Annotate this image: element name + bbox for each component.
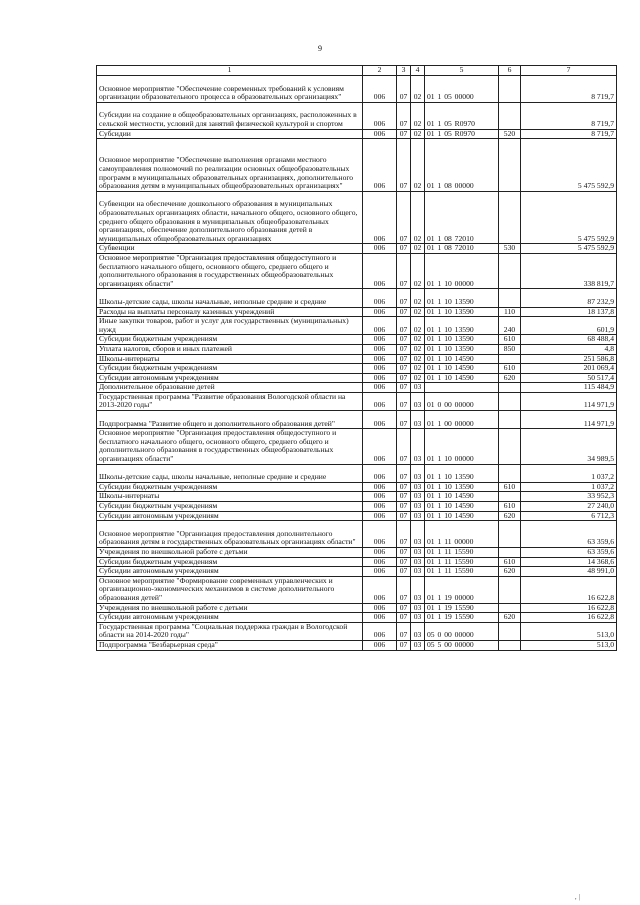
row-code-cell: 006 bbox=[363, 373, 397, 383]
row-subsection-cell: 03 bbox=[411, 521, 425, 548]
row-target-cell: 01 1 05 R0970 bbox=[425, 129, 499, 139]
row-code-cell: 006 bbox=[363, 613, 397, 623]
row-target-cell: 01 1 10 14590 bbox=[425, 511, 499, 521]
row-sum-cell: 115 484,9 bbox=[521, 383, 617, 393]
row-code-cell: 006 bbox=[363, 411, 397, 429]
table-body bbox=[97, 76, 617, 651]
row-sum-cell: 48 991,0 bbox=[521, 567, 617, 577]
row-section-cell: 07 bbox=[397, 429, 411, 464]
row-code-cell: 006 bbox=[363, 640, 397, 650]
row-name-cell: Основное мероприятие "Организация предоставления общедоступного и бесплатного начального общего, основного общего, среднего общего и дополнительного образования в государственных общеобразовательных организациях области" bbox=[97, 253, 363, 288]
row-section-cell: 07 bbox=[397, 344, 411, 354]
scan-mark: ‚ | bbox=[574, 893, 580, 901]
row-subsection-cell: 03 bbox=[411, 482, 425, 492]
row-subsection-cell: 02 bbox=[411, 76, 425, 103]
row-type-cell bbox=[499, 191, 521, 244]
row-section-cell: 07 bbox=[397, 139, 411, 192]
row-section-cell: 07 bbox=[397, 464, 411, 482]
row-sum-cell: 4,8 bbox=[521, 344, 617, 354]
row-subsection-cell: 02 bbox=[411, 364, 425, 374]
row-target-cell: 01 1 11 00000 bbox=[425, 521, 499, 548]
row-name-cell: Основное мероприятие "Организация предоставления дополнительного образования детям в государственных образовательных организациях области" bbox=[97, 521, 363, 548]
row-code-cell: 006 bbox=[363, 129, 397, 139]
row-type-cell bbox=[499, 392, 521, 410]
row-sum-cell: 8 719,7 bbox=[521, 102, 617, 129]
row-target-cell: 01 1 19 15590 bbox=[425, 613, 499, 623]
row-section-cell: 07 bbox=[397, 622, 411, 640]
row-target-cell: 01 1 11 15590 bbox=[425, 548, 499, 558]
row-type-cell: 610 bbox=[499, 502, 521, 512]
row-target-cell: 01 1 10 00000 bbox=[425, 253, 499, 288]
table-row bbox=[97, 76, 617, 103]
row-section-cell: 07 bbox=[397, 492, 411, 502]
row-type-cell: 620 bbox=[499, 613, 521, 623]
table-row bbox=[97, 191, 617, 244]
table-row bbox=[97, 464, 617, 482]
row-code-cell: 006 bbox=[363, 383, 397, 393]
row-target-cell: 01 1 10 14590 bbox=[425, 492, 499, 502]
row-section-cell: 07 bbox=[397, 521, 411, 548]
row-subsection-cell: 03 bbox=[411, 548, 425, 558]
table-row bbox=[97, 613, 617, 623]
row-name-cell: Субсидии автономным учреждениям bbox=[97, 567, 363, 577]
table-row bbox=[97, 411, 617, 429]
table-row bbox=[97, 102, 617, 129]
row-name-cell: Дополнительное образование детей bbox=[97, 383, 363, 393]
header-row bbox=[97, 66, 617, 76]
row-code-cell: 006 bbox=[363, 344, 397, 354]
row-name-cell: Субсидии автономным учреждениям bbox=[97, 511, 363, 521]
row-name-cell: Субсидии бюджетным учреждениям bbox=[97, 364, 363, 374]
row-type-cell bbox=[499, 139, 521, 192]
row-subsection-cell: 03 bbox=[411, 502, 425, 512]
table-row bbox=[97, 482, 617, 492]
row-type-cell: 620 bbox=[499, 567, 521, 577]
row-section-cell: 07 bbox=[397, 364, 411, 374]
row-sum-cell: 14 368,6 bbox=[521, 557, 617, 567]
row-subsection-cell: 02 bbox=[411, 335, 425, 345]
row-sum-cell: 1 037,2 bbox=[521, 482, 617, 492]
row-target-cell: 01 1 10 13590 bbox=[425, 464, 499, 482]
table-row bbox=[97, 511, 617, 521]
row-sum-cell: 5 475 592,9 bbox=[521, 191, 617, 244]
row-subsection-cell: 02 bbox=[411, 307, 425, 317]
row-code-cell: 006 bbox=[363, 317, 397, 335]
row-type-cell bbox=[499, 640, 521, 650]
row-sum-cell: 201 069,4 bbox=[521, 364, 617, 374]
row-name-cell: Уплата налогов, сборов и иных платежей bbox=[97, 344, 363, 354]
table-row bbox=[97, 344, 617, 354]
row-section-cell: 07 bbox=[397, 373, 411, 383]
row-sum-cell: 8 719,7 bbox=[521, 129, 617, 139]
row-name-cell: Основное мероприятие "Обеспечение современных требований к условиям организации образовательного процесса в образовательных организациях" bbox=[97, 76, 363, 103]
row-sum-cell: 251 586,8 bbox=[521, 354, 617, 364]
row-code-cell: 006 bbox=[363, 191, 397, 244]
row-target-cell: 01 1 05 R0970 bbox=[425, 102, 499, 129]
row-target-cell: 05 0 00 00000 bbox=[425, 622, 499, 640]
row-code-cell: 006 bbox=[363, 557, 397, 567]
row-type-cell: 610 bbox=[499, 482, 521, 492]
row-sum-cell: 68 488,4 bbox=[521, 335, 617, 345]
header-cell-code: 2 bbox=[363, 66, 397, 76]
row-code-cell: 006 bbox=[363, 576, 397, 603]
row-section-cell: 07 bbox=[397, 253, 411, 288]
row-type-cell: 530 bbox=[499, 244, 521, 254]
row-code-cell: 006 bbox=[363, 76, 397, 103]
row-target-cell: 01 1 11 15590 bbox=[425, 567, 499, 577]
header-cell-section: 3 bbox=[397, 66, 411, 76]
table-row bbox=[97, 317, 617, 335]
row-target-cell: 01 1 10 14590 bbox=[425, 354, 499, 364]
row-name-cell: Государственная программа "Развитие образования Вологодской области на 2013-2020 годы" bbox=[97, 392, 363, 410]
row-name-cell: Субсидии бюджетным учреждениям bbox=[97, 502, 363, 512]
row-type-cell: 240 bbox=[499, 317, 521, 335]
row-subsection-cell: 03 bbox=[411, 464, 425, 482]
row-subsection-cell: 03 bbox=[411, 567, 425, 577]
row-target-cell: 01 1 08 72010 bbox=[425, 244, 499, 254]
row-subsection-cell: 03 bbox=[411, 429, 425, 464]
row-target-cell: 01 1 10 13590 bbox=[425, 307, 499, 317]
row-code-cell: 006 bbox=[363, 603, 397, 613]
table-row bbox=[97, 253, 617, 288]
row-subsection-cell: 03 bbox=[411, 411, 425, 429]
row-code-cell: 006 bbox=[363, 102, 397, 129]
row-type-cell bbox=[499, 253, 521, 288]
row-name-cell: Учреждения по внешкольной работе с детьми bbox=[97, 603, 363, 613]
row-section-cell: 07 bbox=[397, 354, 411, 364]
row-subsection-cell: 02 bbox=[411, 191, 425, 244]
row-type-cell bbox=[499, 383, 521, 393]
row-type-cell: 110 bbox=[499, 307, 521, 317]
table-row bbox=[97, 429, 617, 464]
table-row bbox=[97, 392, 617, 410]
row-code-cell: 006 bbox=[363, 139, 397, 192]
page-number: 9 bbox=[318, 44, 322, 53]
row-name-cell: Основное мероприятие "Организация предоставления общедоступного и бесплатного начального общего, основного общего, среднего общего и дополнительного образования в государственных общеобразовательных организациях области" bbox=[97, 429, 363, 464]
row-sum-cell: 5 475 592,9 bbox=[521, 139, 617, 192]
row-code-cell: 006 bbox=[363, 622, 397, 640]
row-target-cell: 01 1 10 00000 bbox=[425, 429, 499, 464]
table-row bbox=[97, 521, 617, 548]
row-target-cell: 01 0 00 00000 bbox=[425, 392, 499, 410]
row-type-cell: 610 bbox=[499, 364, 521, 374]
header-cell-name: 1 bbox=[97, 66, 363, 76]
row-section-cell: 07 bbox=[397, 567, 411, 577]
row-target-cell: 01 1 10 14590 bbox=[425, 364, 499, 374]
row-subsection-cell: 02 bbox=[411, 354, 425, 364]
table-row bbox=[97, 335, 617, 345]
row-sum-cell: 16 622,8 bbox=[521, 603, 617, 613]
row-section-cell: 07 bbox=[397, 511, 411, 521]
row-name-cell: Основное мероприятие "Формирование современных управленческих и организационно-экономических механизмов в системе дополнительного образования детей" bbox=[97, 576, 363, 603]
row-sum-cell: 34 989,5 bbox=[521, 429, 617, 464]
row-code-cell: 006 bbox=[363, 502, 397, 512]
header-cell-subsection: 4 bbox=[411, 66, 425, 76]
row-name-cell: Субсидии на создание в общеобразовательных организациях, расположенных в сельской местности, условий для занятий физической культурой и спортом bbox=[97, 102, 363, 129]
row-sum-cell: 513,0 bbox=[521, 640, 617, 650]
row-sum-cell: 8 719,7 bbox=[521, 76, 617, 103]
table-row bbox=[97, 640, 617, 650]
row-section-cell: 07 bbox=[397, 307, 411, 317]
row-sum-cell: 1 037,2 bbox=[521, 464, 617, 482]
row-type-cell: 520 bbox=[499, 129, 521, 139]
row-sum-cell: 87 232,9 bbox=[521, 289, 617, 307]
table-row bbox=[97, 139, 617, 192]
row-type-cell: 850 bbox=[499, 344, 521, 354]
row-subsection-cell: 02 bbox=[411, 244, 425, 254]
header-cell-type: 6 bbox=[499, 66, 521, 76]
table-row bbox=[97, 364, 617, 374]
row-type-cell: 620 bbox=[499, 373, 521, 383]
row-name-cell: Подпрограмма "Развитие общего и дополнительного образования детей" bbox=[97, 411, 363, 429]
row-name-cell: Подпрограмма "Безбарьерная среда" bbox=[97, 640, 363, 650]
table-row bbox=[97, 502, 617, 512]
row-code-cell: 006 bbox=[363, 307, 397, 317]
row-name-cell: Расходы на выплаты персоналу казенных учреждений bbox=[97, 307, 363, 317]
row-sum-cell: 513,0 bbox=[521, 622, 617, 640]
row-section-cell: 07 bbox=[397, 613, 411, 623]
row-sum-cell: 114 971,9 bbox=[521, 411, 617, 429]
row-subsection-cell: 02 bbox=[411, 317, 425, 335]
table-row bbox=[97, 129, 617, 139]
row-target-cell: 01 1 00 00000 bbox=[425, 411, 499, 429]
row-code-cell: 006 bbox=[363, 548, 397, 558]
row-subsection-cell: 03 bbox=[411, 511, 425, 521]
row-target-cell: 01 1 10 13590 bbox=[425, 482, 499, 492]
table-row bbox=[97, 548, 617, 558]
row-subsection-cell: 02 bbox=[411, 253, 425, 288]
row-subsection-cell: 02 bbox=[411, 373, 425, 383]
row-code-cell: 006 bbox=[363, 253, 397, 288]
row-section-cell: 07 bbox=[397, 244, 411, 254]
row-target-cell: 01 1 10 13590 bbox=[425, 289, 499, 307]
row-sum-cell: 63 359,6 bbox=[521, 521, 617, 548]
row-section-cell: 07 bbox=[397, 502, 411, 512]
row-code-cell: 006 bbox=[363, 464, 397, 482]
row-target-cell: 01 1 19 00000 bbox=[425, 576, 499, 603]
row-sum-cell: 601,9 bbox=[521, 317, 617, 335]
row-sum-cell: 16 622,8 bbox=[521, 576, 617, 603]
row-subsection-cell: 02 bbox=[411, 102, 425, 129]
row-type-cell: 610 bbox=[499, 557, 521, 567]
table-row bbox=[97, 622, 617, 640]
row-target-cell: 01 1 19 15590 bbox=[425, 603, 499, 613]
row-sum-cell: 16 622,8 bbox=[521, 613, 617, 623]
row-section-cell: 07 bbox=[397, 289, 411, 307]
row-type-cell bbox=[499, 76, 521, 103]
row-sum-cell: 27 240,0 bbox=[521, 502, 617, 512]
row-code-cell: 006 bbox=[363, 521, 397, 548]
row-code-cell: 006 bbox=[363, 289, 397, 307]
row-name-cell: Субсидии бюджетным учреждениям bbox=[97, 335, 363, 345]
row-subsection-cell: 02 bbox=[411, 129, 425, 139]
table-row bbox=[97, 383, 617, 393]
row-section-cell: 07 bbox=[397, 482, 411, 492]
row-name-cell: Основное мероприятие "Обеспечение выполнения органами местного самоуправления полномочий по реализации основных общеобразовательных программ в муниципальных образовательных организациях, дополнительного образования детям в муниципальных общеобразовательных организациях" bbox=[97, 139, 363, 192]
row-sum-cell: 5 475 592,9 bbox=[521, 244, 617, 254]
table-row bbox=[97, 289, 617, 307]
row-section-cell: 07 bbox=[397, 411, 411, 429]
row-target-cell: 01 1 08 72010 bbox=[425, 191, 499, 244]
row-code-cell: 006 bbox=[363, 429, 397, 464]
row-section-cell: 07 bbox=[397, 557, 411, 567]
row-subsection-cell: 03 bbox=[411, 392, 425, 410]
row-section-cell: 07 bbox=[397, 129, 411, 139]
row-code-cell: 006 bbox=[363, 354, 397, 364]
row-code-cell: 006 bbox=[363, 335, 397, 345]
header-cell-sum: 7 bbox=[521, 66, 617, 76]
row-subsection-cell: 03 bbox=[411, 640, 425, 650]
row-type-cell bbox=[499, 622, 521, 640]
row-name-cell: Школы-детские сады, школы начальные, неполные средние и средние bbox=[97, 289, 363, 307]
row-target-cell: 01 1 10 13590 bbox=[425, 317, 499, 335]
row-sum-cell: 33 952,3 bbox=[521, 492, 617, 502]
row-subsection-cell: 03 bbox=[411, 383, 425, 393]
row-subsection-cell: 03 bbox=[411, 613, 425, 623]
row-subsection-cell: 02 bbox=[411, 344, 425, 354]
row-subsection-cell: 02 bbox=[411, 289, 425, 307]
row-subsection-cell: 03 bbox=[411, 557, 425, 567]
row-type-cell bbox=[499, 429, 521, 464]
row-target-cell: 01 1 10 14590 bbox=[425, 502, 499, 512]
row-sum-cell: 6 712,3 bbox=[521, 511, 617, 521]
row-type-cell bbox=[499, 576, 521, 603]
row-section-cell: 07 bbox=[397, 603, 411, 613]
row-subsection-cell: 03 bbox=[411, 492, 425, 502]
row-subsection-cell: 02 bbox=[411, 139, 425, 192]
row-code-cell: 006 bbox=[363, 364, 397, 374]
row-code-cell: 006 bbox=[363, 244, 397, 254]
row-code-cell: 006 bbox=[363, 492, 397, 502]
row-name-cell: Субсидии бюджетным учреждениям bbox=[97, 482, 363, 492]
table-row bbox=[97, 567, 617, 577]
row-subsection-cell: 03 bbox=[411, 576, 425, 603]
row-type-cell bbox=[499, 521, 521, 548]
row-section-cell: 07 bbox=[397, 335, 411, 345]
row-section-cell: 07 bbox=[397, 548, 411, 558]
row-name-cell: Государственная программа "Социальная поддержка граждан в Вологодской области на 2014-2020 годы" bbox=[97, 622, 363, 640]
row-section-cell: 07 bbox=[397, 102, 411, 129]
row-type-cell bbox=[499, 102, 521, 129]
row-name-cell: Школы-интернаты bbox=[97, 492, 363, 502]
row-name-cell: Субвенции bbox=[97, 244, 363, 254]
row-name-cell: Субсидии бюджетным учреждениям bbox=[97, 557, 363, 567]
row-target-cell: 01 1 11 15590 bbox=[425, 557, 499, 567]
row-subsection-cell: 03 bbox=[411, 603, 425, 613]
row-name-cell: Субвенции на обеспечение дошкольного образования в муниципальных образовательных организациях области, начального общего, основного общего, среднего общего образования в муниципальных общеобразовательных организациях, обеспечение дополнительного образования детей в муниципальных общеобразовательных организациях bbox=[97, 191, 363, 244]
row-name-cell: Субсидии автономным учреждениям bbox=[97, 373, 363, 383]
row-name-cell: Школы-детские сады, школы начальные, неполные средние и средние bbox=[97, 464, 363, 482]
row-sum-cell: 18 137,8 bbox=[521, 307, 617, 317]
row-code-cell: 006 bbox=[363, 511, 397, 521]
row-target-cell: 01 1 05 00000 bbox=[425, 76, 499, 103]
row-name-cell: Иные закупки товаров, работ и услуг для государственных (муниципальных) нужд bbox=[97, 317, 363, 335]
header-cell-target: 5 bbox=[425, 66, 499, 76]
budget-table bbox=[96, 65, 617, 651]
row-name-cell: Субсидии bbox=[97, 129, 363, 139]
row-section-cell: 07 bbox=[397, 317, 411, 335]
row-name-cell: Школы-интернаты bbox=[97, 354, 363, 364]
row-target-cell: 01 1 10 14590 bbox=[425, 373, 499, 383]
row-section-cell: 07 bbox=[397, 191, 411, 244]
row-type-cell: 610 bbox=[499, 335, 521, 345]
row-type-cell bbox=[499, 464, 521, 482]
row-type-cell bbox=[499, 289, 521, 307]
table-row bbox=[97, 576, 617, 603]
row-type-cell bbox=[499, 411, 521, 429]
row-name-cell: Субсидии автономным учреждениям bbox=[97, 613, 363, 623]
row-target-cell bbox=[425, 383, 499, 393]
row-type-cell bbox=[499, 548, 521, 558]
row-type-cell: 620 bbox=[499, 511, 521, 521]
row-code-cell: 006 bbox=[363, 392, 397, 410]
row-section-cell: 07 bbox=[397, 576, 411, 603]
row-section-cell: 07 bbox=[397, 392, 411, 410]
row-sum-cell: 63 359,6 bbox=[521, 548, 617, 558]
row-subsection-cell: 03 bbox=[411, 622, 425, 640]
row-target-cell: 05 5 00 00000 bbox=[425, 640, 499, 650]
row-sum-cell: 50 517,4 bbox=[521, 373, 617, 383]
row-target-cell: 01 1 10 13590 bbox=[425, 335, 499, 345]
row-name-cell: Учреждения по внешкольной работе с детьми bbox=[97, 548, 363, 558]
row-target-cell: 01 1 10 13590 bbox=[425, 344, 499, 354]
row-code-cell: 006 bbox=[363, 482, 397, 492]
row-target-cell: 01 1 08 00000 bbox=[425, 139, 499, 192]
row-section-cell: 07 bbox=[397, 383, 411, 393]
row-code-cell: 006 bbox=[363, 567, 397, 577]
row-section-cell: 07 bbox=[397, 640, 411, 650]
row-section-cell: 07 bbox=[397, 76, 411, 103]
row-sum-cell: 338 819,7 bbox=[521, 253, 617, 288]
row-sum-cell: 114 971,9 bbox=[521, 392, 617, 410]
